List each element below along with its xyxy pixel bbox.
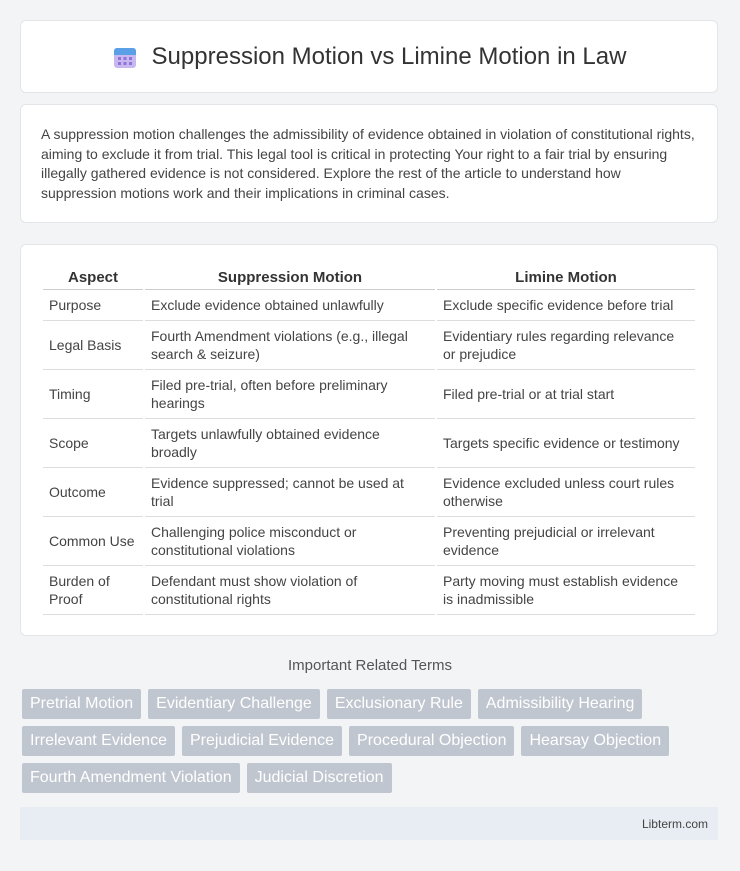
term-tag[interactable]: Hearsay Objection	[521, 726, 669, 756]
cell-limine: Party moving must establish evidence is inadmissible	[437, 566, 695, 615]
comparison-table	[41, 265, 697, 615]
cell-aspect: Timing	[43, 370, 143, 419]
cell-suppression: Defendant must show violation of constitutional rights	[145, 566, 435, 615]
table-row	[43, 370, 695, 419]
table-row	[43, 566, 695, 615]
cell-aspect: Purpose	[43, 290, 143, 321]
cell-suppression: Exclude evidence obtained unlawfully	[145, 290, 435, 321]
table-row	[43, 517, 695, 566]
table-row	[43, 419, 695, 468]
cell-aspect: Outcome	[43, 468, 143, 517]
header-suppression: Suppression Motion	[145, 265, 435, 290]
cell-suppression: Fourth Amendment violations (e.g., illegal search & seizure)	[145, 321, 435, 370]
cell-suppression: Targets unlawfully obtained evidence broadly	[145, 419, 435, 468]
cell-aspect: Common Use	[43, 517, 143, 566]
title-card	[20, 20, 718, 93]
cell-aspect: Scope	[43, 419, 143, 468]
cell-limine: Evidentiary rules regarding relevance or prejudice	[437, 321, 695, 370]
cell-suppression: Challenging police misconduct or constitutional violations	[145, 517, 435, 566]
cell-limine: Preventing prejudicial or irrelevant evidence	[437, 517, 695, 566]
footer	[20, 807, 718, 840]
intro-paragraph: A suppression motion challenges the admissibility of evidence obtained in violation of constitutional rights, aiming to exclude it from trial. This legal tool is critical in protecting Your right to a fair trial by ensuring illegally gathered evidence is not considered. Explore the rest of the article to understand how suppression motions work and their implications in criminal cases.	[41, 126, 695, 201]
page-title: Suppression Motion vs Limine Motion in Law	[151, 42, 627, 70]
term-tag[interactable]: Fourth Amendment Violation	[22, 763, 240, 793]
term-tag[interactable]: Prejudicial Evidence	[182, 726, 342, 756]
cell-aspect: Burden of Proof	[43, 566, 143, 615]
cell-limine: Targets specific evidence or testimony	[437, 419, 695, 468]
footer-link[interactable]: Libterm.com	[641, 816, 708, 831]
calendar-icon	[112, 44, 138, 70]
header-limine: Limine Motion	[437, 265, 695, 290]
term-tag[interactable]: Procedural Objection	[349, 726, 514, 756]
cell-limine: Exclude specific evidence before trial	[437, 290, 695, 321]
table-header-row	[43, 265, 695, 290]
table-row	[43, 290, 695, 321]
cell-aspect: Legal Basis	[43, 321, 143, 370]
header-aspect: Aspect	[43, 265, 143, 290]
comparison-table-card	[20, 244, 718, 636]
term-tag[interactable]: Admissibility Hearing	[478, 689, 643, 719]
related-terms-title: Important Related Terms	[288, 657, 452, 674]
term-tag[interactable]: Judicial Discretion	[247, 763, 392, 793]
table-row	[43, 468, 695, 517]
related-terms-list	[22, 689, 702, 793]
term-tag[interactable]: Irrelevant Evidence	[22, 726, 175, 756]
term-tag[interactable]: Exclusionary Rule	[327, 689, 471, 719]
term-tag[interactable]: Evidentiary Challenge	[148, 689, 320, 719]
table-row	[43, 321, 695, 370]
cell-limine: Filed pre-trial or at trial start	[437, 370, 695, 419]
cell-limine: Evidence excluded unless court rules otherwise	[437, 468, 695, 517]
cell-suppression: Filed pre-trial, often before preliminary hearings	[145, 370, 435, 419]
term-tag[interactable]: Pretrial Motion	[22, 689, 141, 719]
intro-card	[20, 104, 718, 223]
cell-suppression: Evidence suppressed; cannot be used at trial	[145, 468, 435, 517]
